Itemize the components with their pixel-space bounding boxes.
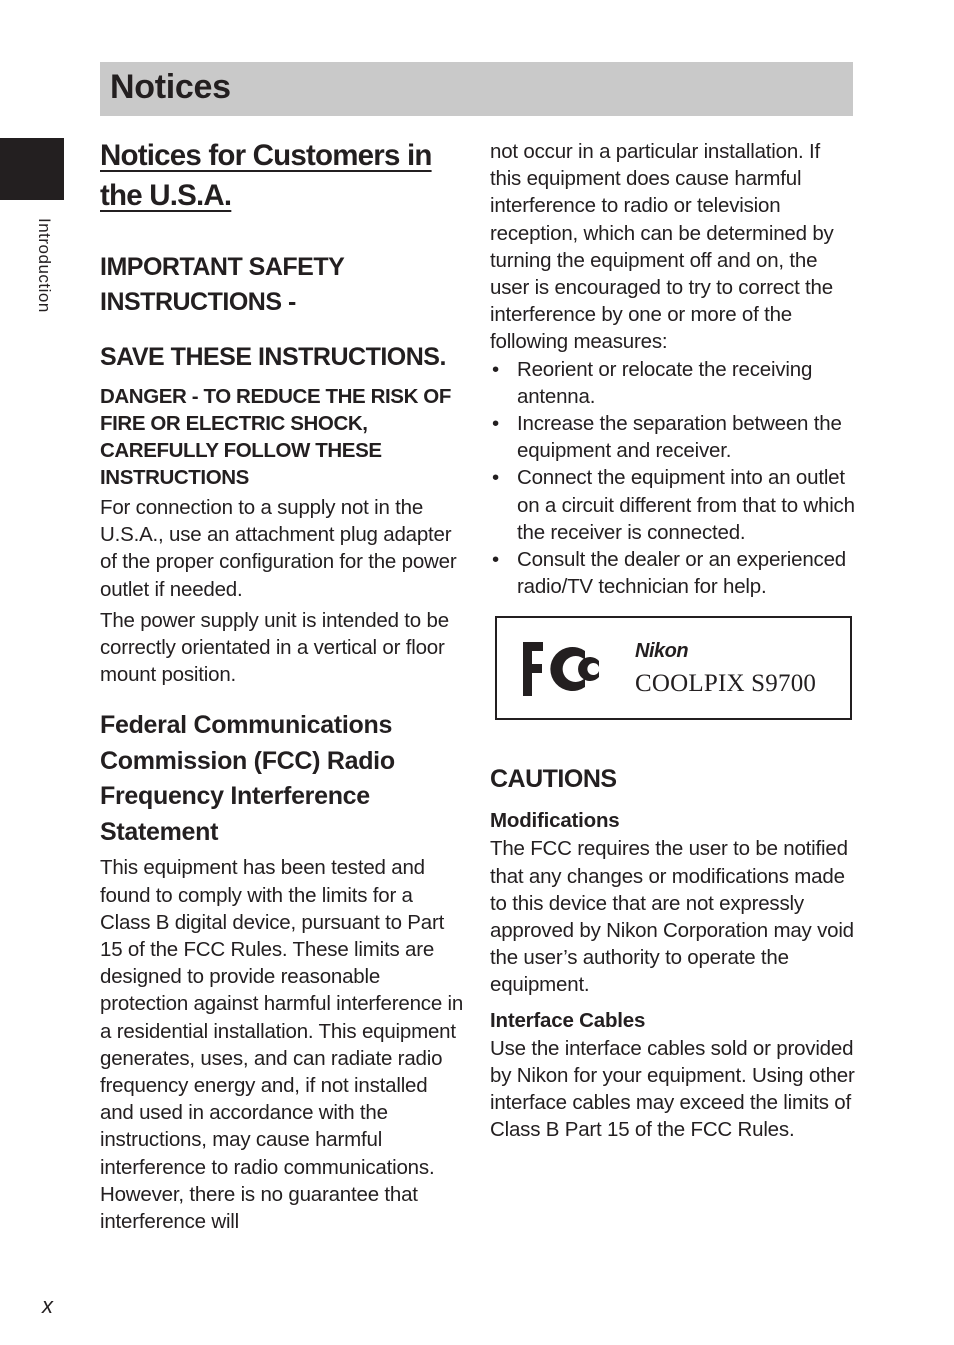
fcc-heading: Federal Communications Commission (FCC) Radio Frequency Interference Statement	[100, 711, 395, 846]
safety-heading-2: SAVE THESE INSTRUCTIONS.	[100, 343, 446, 371]
list-item-text: Consult the dealer or an experienced radio/TV technician for help.	[517, 548, 846, 599]
list-item	[490, 356, 855, 410]
interface-cables-heading: Interface Cables	[490, 1008, 646, 1032]
list-item	[490, 464, 855, 546]
model-name: COOLPIX S9700	[635, 670, 817, 698]
bullet-icon: •	[492, 412, 499, 436]
measures-list	[490, 356, 855, 601]
bullet-icon: •	[492, 548, 499, 572]
brand-name: Nikon	[635, 640, 689, 663]
list-item-text: Increase the separation between the equipment and receiver.	[517, 412, 842, 463]
list-item	[490, 546, 855, 600]
fcc-paragraph: This equipment has been tested and found to comply with the limits for a Class B digital device, pursuant to Part 15 of the FCC Rules. These limits are designed to provide reasonable protection against harmful interference in a residential installation. This equipment generates, uses, and can radiate radio frequency energy and, if not installed and used in accordance with the instructions, may cause harmful interference to radio communications. However, there is no guarantee that interference will	[100, 856, 464, 1234]
interface-cables-paragraph: Use the interface cables sold or provided by Nikon for your equipment. Using other interface cables may exceed the limits of Class B Part 15 of the FCC Rules.	[490, 1036, 855, 1142]
cautions-heading: CAUTIONS	[490, 765, 617, 794]
page-title: Notices	[110, 68, 231, 106]
bullet-icon: •	[492, 357, 499, 381]
page-number: x	[42, 1293, 53, 1318]
title-bar	[100, 62, 853, 116]
section-title: Notices for Customers in the U.S.A.	[100, 139, 432, 212]
right-column	[490, 138, 855, 1143]
chapter-label: Introduction	[35, 218, 54, 313]
list-item	[490, 410, 855, 464]
modifications-heading: Modifications	[490, 809, 620, 833]
chapter-tab	[0, 138, 64, 200]
safety-heading-1: IMPORTANT SAFETY INSTRUCTIONS -	[100, 253, 344, 316]
left-column	[100, 136, 465, 1235]
list-item-text: Reorient or relocate the receiving antenna.	[517, 357, 813, 408]
fcc-logo-icon	[521, 640, 601, 698]
bullet-icon: •	[492, 466, 499, 490]
list-item-text: Connect the equipment into an outlet on a circuit different from that to which the receiver is connected.	[517, 466, 855, 544]
fcc-compliance-label	[495, 616, 852, 720]
danger-heading: DANGER - TO REDUCE THE RISK OF FIRE OR ELECTRIC SHOCK, CAREFULLY FOLLOW THESE INSTRUCTIONS	[100, 385, 451, 489]
modifications-paragraph: The FCC requires the user to be notified that any changes or modifications made to this device that are not expressly approved by Nikon Corporation may void the user’s authority to operate the equipment.	[490, 837, 854, 997]
fcc-paragraph-continued: not occur in a particular installation. If this equipment does cause harmful interference to radio or television reception, which can be determined by turning the equipment off and on, the user is encouraged to try to correct the interference by one or more of the following measures:	[490, 140, 834, 354]
orientation-paragraph: The power supply unit is intended to be correctly orientated in a vertical or floor mount position.	[100, 608, 449, 687]
supply-paragraph: For connection to a supply not in the U.S.A., use an attachment plug adapter of the proper configuration for the power outlet if needed.	[100, 496, 457, 601]
